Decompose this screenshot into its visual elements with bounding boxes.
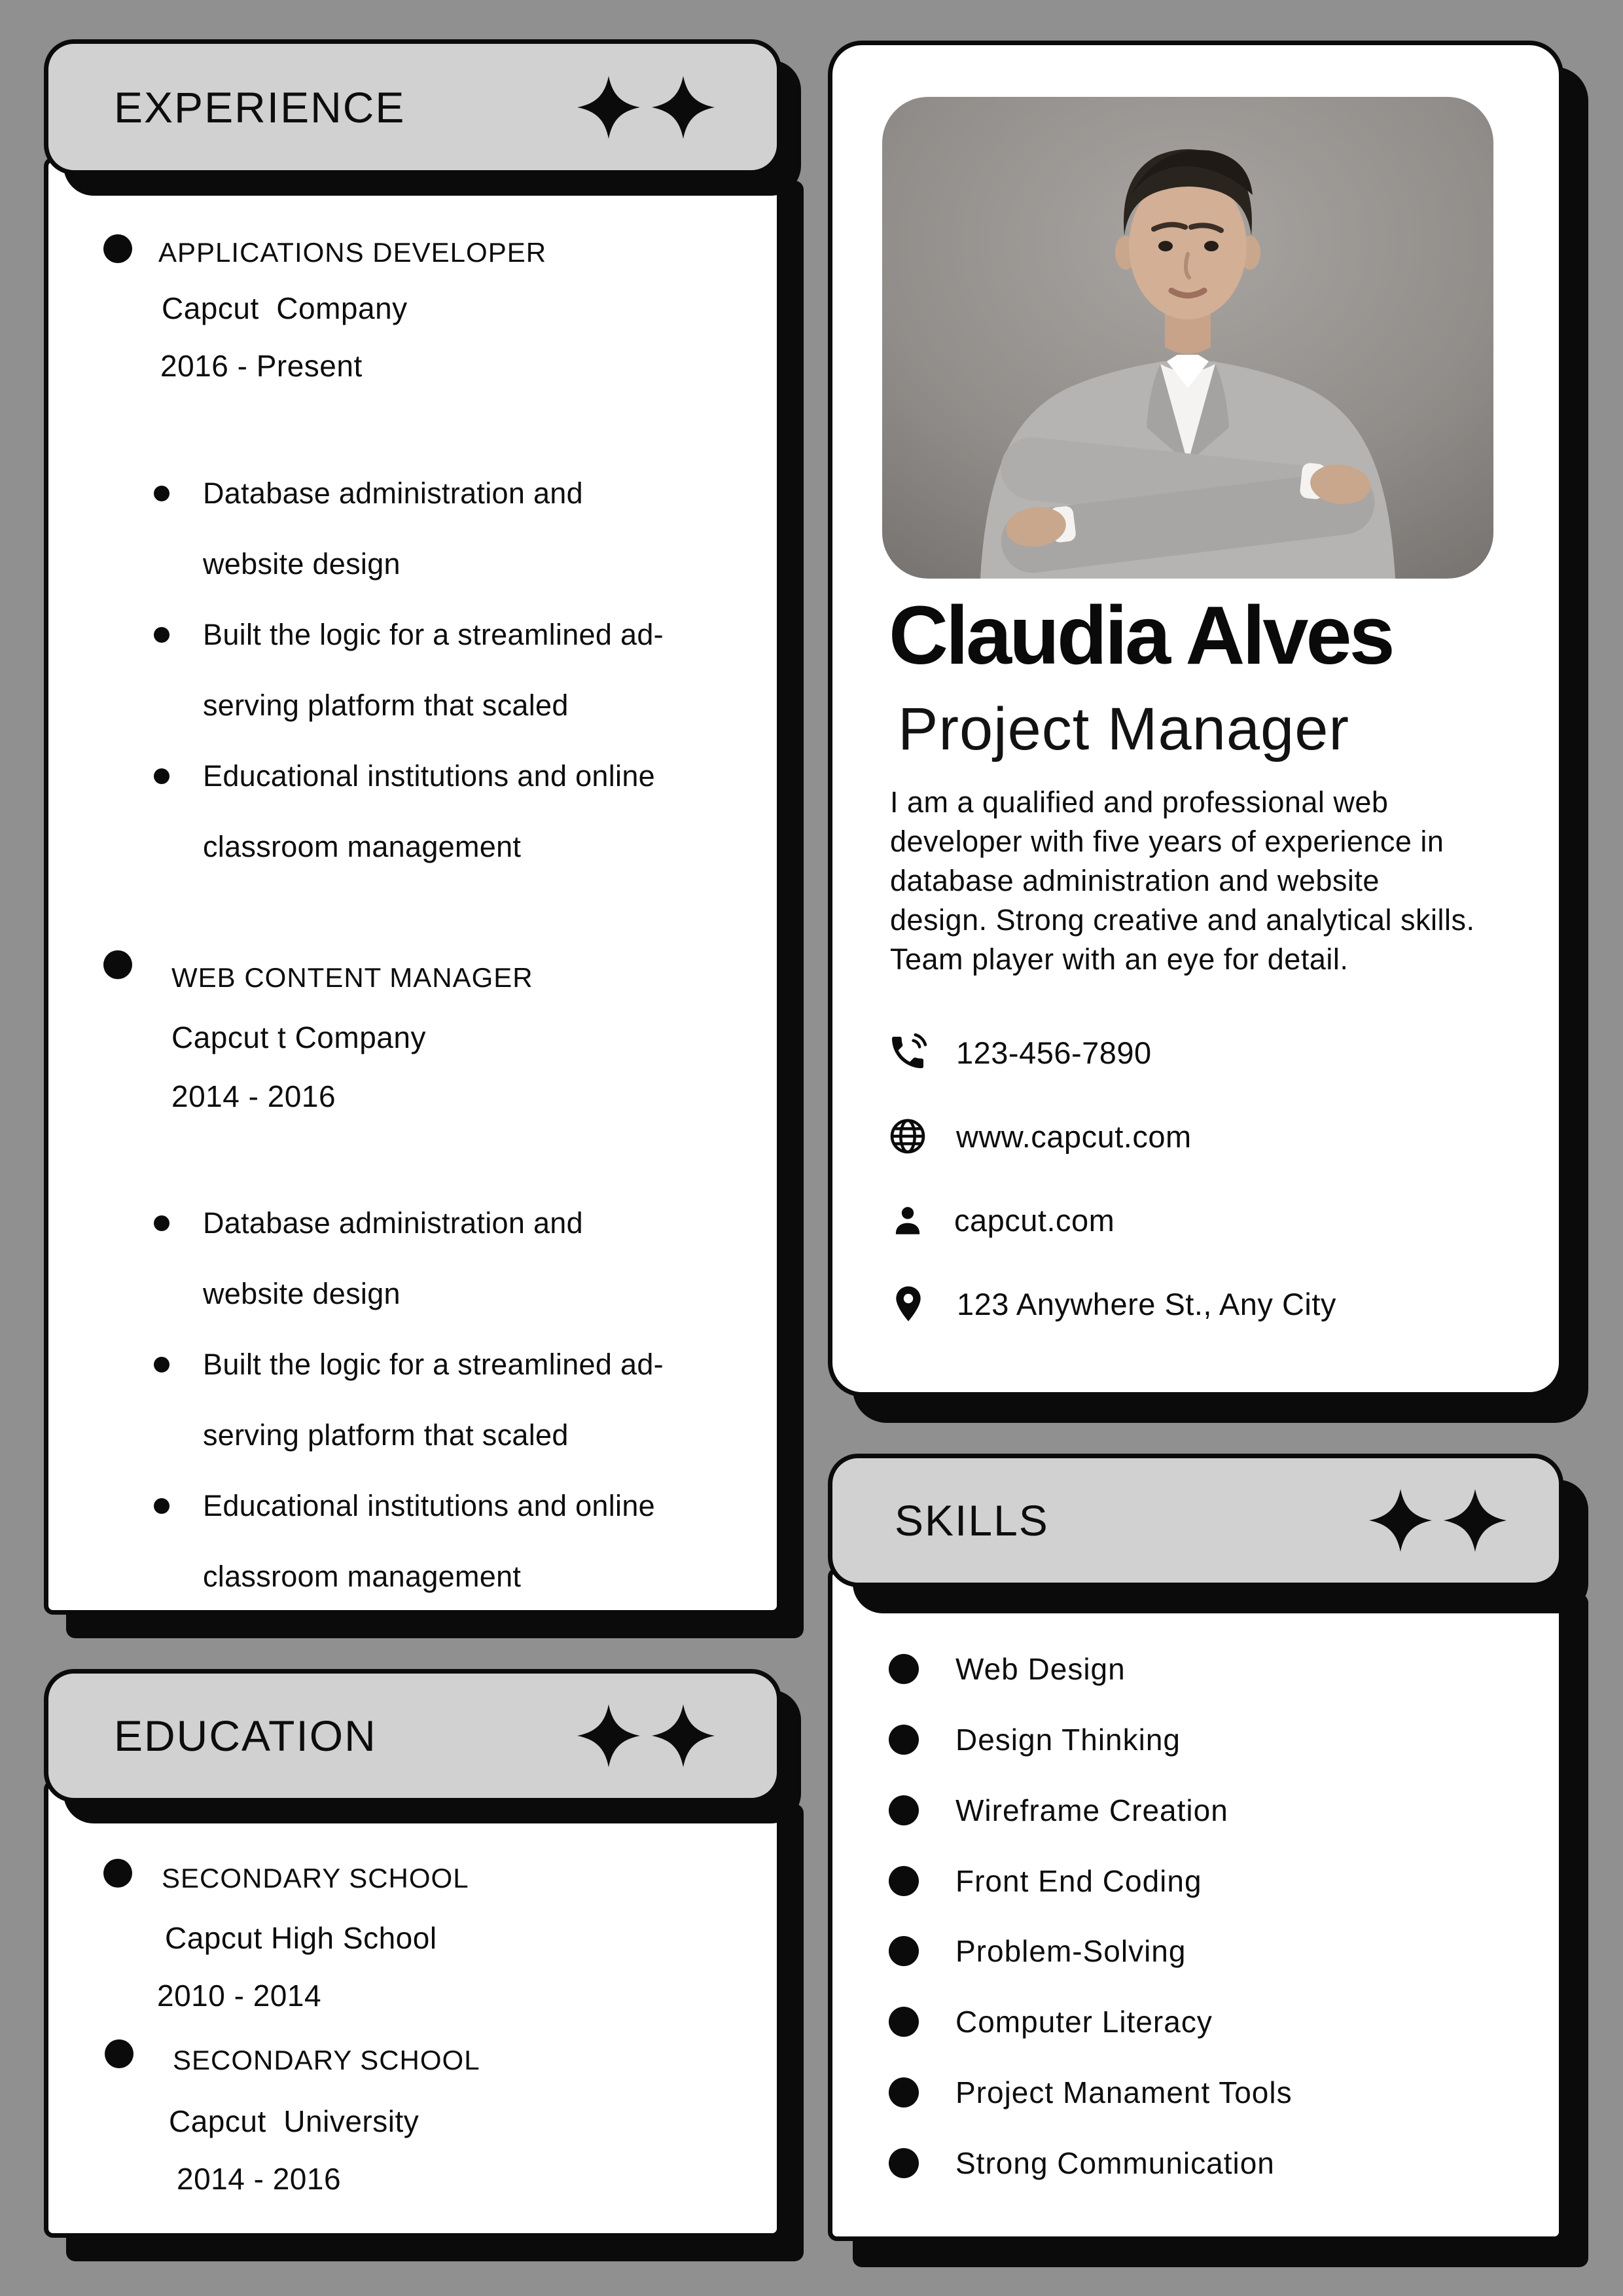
skill-row [889,2001,1213,2043]
skills-section-header [828,1454,1563,1587]
contact-row-website [887,1113,1192,1160]
highlight-line: Educational institutions and online [203,759,655,793]
bullet-icon [889,1654,919,1684]
education-title: EDUCATION [114,1712,377,1760]
job-company: Capcut Company [162,291,408,325]
bullet-icon [889,1795,919,1825]
bullet-icon [103,234,132,263]
highlight-line: serving platform that scaled [203,689,569,722]
contact-value: www.capcut.com [956,1119,1192,1154]
highlight-line: website design [203,1277,401,1310]
sparkle-icon [1369,1489,1432,1552]
highlight-line: Educational institutions and online [203,1489,655,1522]
highlight-line: classroom management [203,830,522,863]
skills-title: SKILLS [895,1496,1049,1545]
bullet-icon [103,1859,132,1888]
sparkle-icon [1444,1489,1507,1552]
skill-row [889,1648,1126,1690]
skill-row [889,2142,1275,2184]
sparkle-icon [577,1704,640,1767]
bullet-icon [154,1357,169,1372]
bullet-icon [105,2039,134,2068]
summary-line: database administration and website [890,864,1380,897]
skill-label: Problem-Solving [955,1934,1186,1968]
job-dates: 2016 - Present [160,349,363,383]
profile-name: Claudia Alves [889,589,1393,681]
summary-line: design. Strong creative and analytical skills. [890,903,1475,937]
contact-value: capcut.com [954,1202,1115,1238]
sparkle-icon [652,1704,715,1767]
experience-section-header [44,39,781,175]
bullet-icon [889,2077,919,2108]
skill-row [889,1860,1202,1902]
skill-row [889,1789,1228,1831]
bullet-icon [889,2007,919,2037]
skill-label: Front End Coding [955,1864,1202,1898]
skill-row [889,1930,1186,1972]
skill-row [889,2072,1293,2113]
sparkle-icon [577,76,640,139]
sparkle-icon [652,76,715,139]
skill-label: Computer Literacy [955,2005,1213,2039]
bullet-icon [889,1936,919,1966]
skill-label: Design Thinking [955,1723,1181,1757]
highlight-line: classroom management [203,1560,522,1593]
education-item-dates: 2014 - 2016 [177,2162,342,2196]
contact-value: 123-456-7890 [956,1035,1152,1070]
skill-label: Wireframe Creation [955,1793,1228,1827]
education-item-school: Capcut University [169,2104,419,2138]
education-item-dates: 2010 - 2014 [157,1979,322,2013]
education-item-title: SECONDARY SCHOOL [162,1863,469,1893]
profile-photo [882,97,1493,579]
profile-summary [890,783,1474,979]
contact-row-phone [887,1029,1152,1076]
profile-role: Project Manager [898,696,1349,762]
bullet-icon [103,950,132,979]
phone-icon [887,1031,929,1073]
contact-row-username [889,1196,1115,1244]
bullet-icon [154,486,169,501]
job-company: Capcut t Company [171,1020,426,1054]
person-icon [889,1201,927,1239]
education-header-sparkles [577,1704,715,1767]
highlight-line: serving platform that scaled [203,1418,569,1452]
portrait-illustration [882,97,1493,579]
highlight-line: Built the logic for a streamlined ad- [203,618,664,651]
job-dates: 2014 - 2016 [171,1079,336,1113]
skills-header-sparkles [1369,1489,1507,1552]
skill-label: Project Manament Tools [955,2075,1293,2109]
summary-line: developer with five years of experience in [890,825,1444,858]
bullet-icon [889,2148,919,2178]
contact-row-address [887,1280,1336,1327]
education-item-school: Capcut High School [165,1921,437,1955]
education-section-header [44,1669,781,1803]
experience-title: EXPERIENCE [114,82,406,132]
bullet-icon [154,627,169,643]
bullet-icon [154,1498,169,1514]
education-card [44,1780,781,2238]
summary-line: I am a qualified and professional web [890,785,1389,819]
job-highlights-list [154,1188,756,1612]
location-icon [887,1283,929,1325]
skill-row [889,1719,1181,1761]
job-highlights-list [154,458,756,882]
experience-header-sparkles [577,76,715,139]
skill-label: Web Design [955,1652,1126,1686]
education-item-title: SECONDARY SCHOOL [173,2045,480,2075]
bullet-icon [889,1866,919,1896]
bullet-icon [154,768,169,784]
highlight-line: Database administration and [203,1206,583,1240]
bullet-icon [889,1725,919,1755]
globe-icon [887,1115,929,1157]
highlight-line: Database administration and [203,476,583,510]
job-title: WEB CONTENT MANAGER [171,962,533,993]
summary-line: Team player with an eye for detail. [890,942,1349,976]
skill-label: Strong Communication [955,2146,1275,2180]
highlight-line: Built the logic for a streamlined ad- [203,1348,664,1381]
contact-value: 123 Anywhere St., Any City [957,1286,1336,1321]
bullet-icon [154,1215,169,1231]
job-title: APPLICATIONS DEVELOPER [158,237,547,268]
highlight-line: website design [203,547,401,581]
